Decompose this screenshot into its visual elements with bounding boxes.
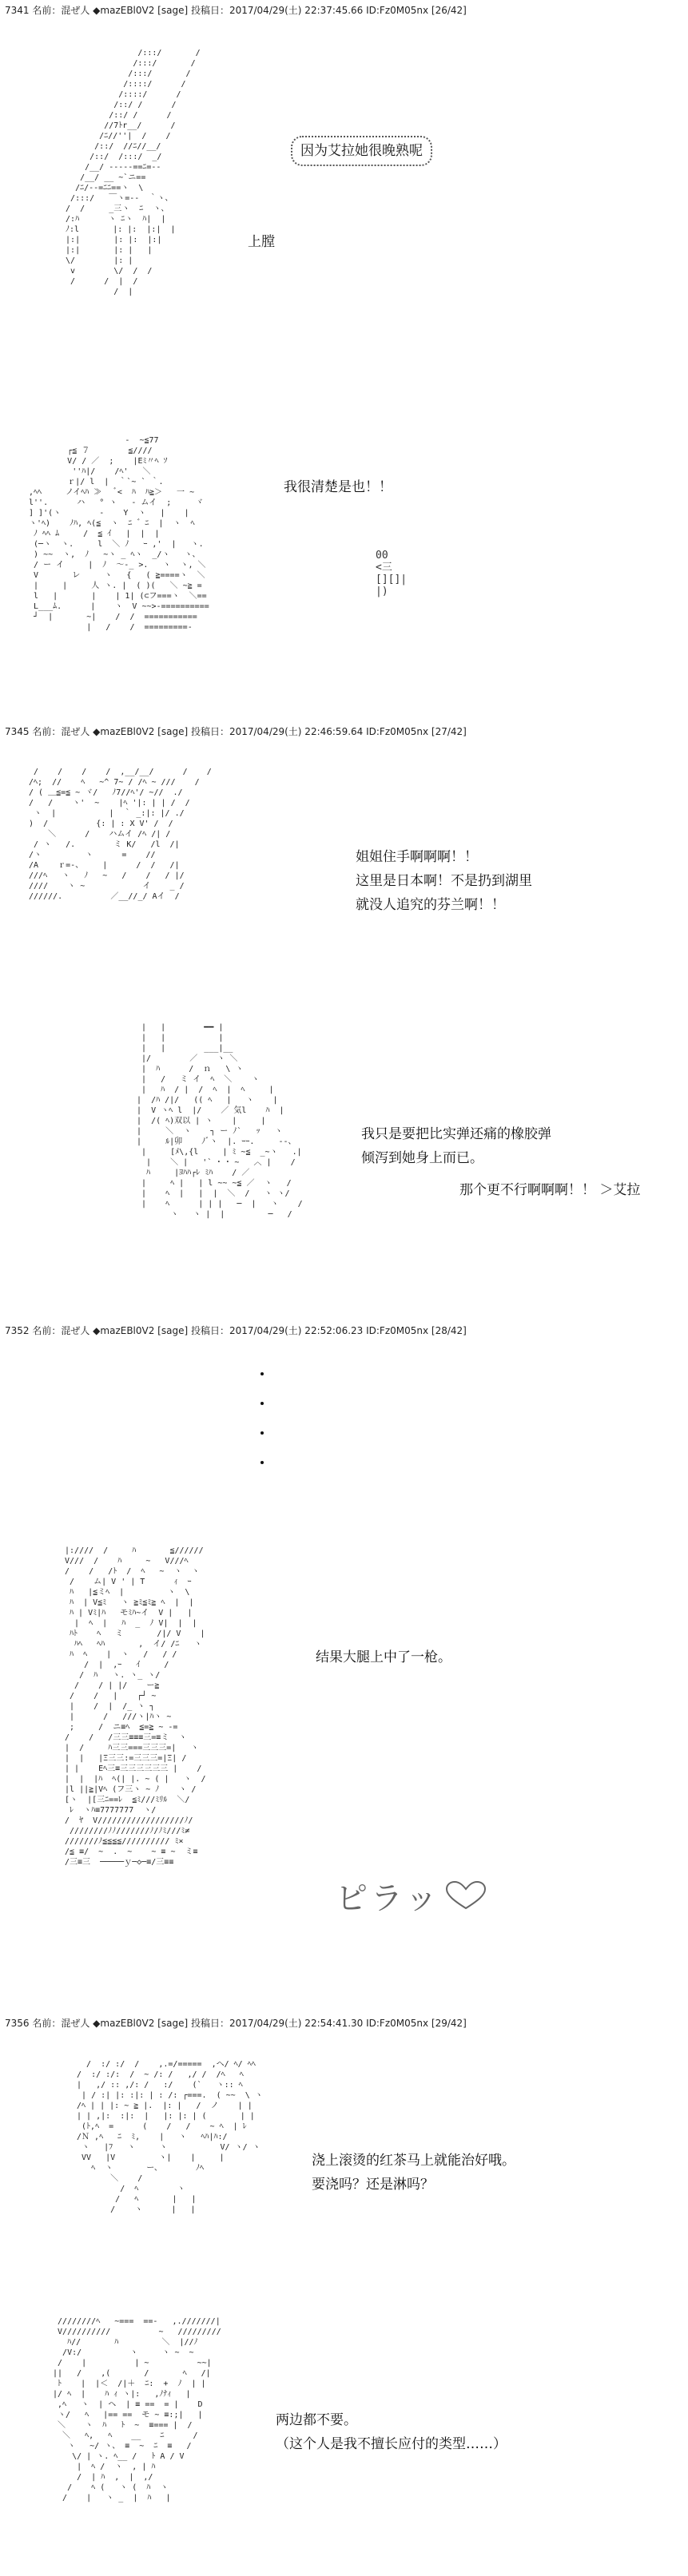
post-header: 7352 名前：混ぜ人 ◆mazEBl0V2 [sage] 投稿日：2017/04/29(土) 22:52:06.23 ID:Fz0M05nx [28/42] [5,1325,467,1336]
caption: 上膛 [248,234,275,250]
caption: 结果大腿上中了一枪。 [316,1649,451,1665]
caption: 那个更不行啊啊啊！！ ＞艾拉 [459,1182,641,1198]
post-header: 7345 名前：混ぜ人 ◆mazEBl0V2 [sage] 投稿日：2017/04/29(土) 22:46:59.64 ID:Fz0M05nx [27/42] [5,726,467,737]
ascii-art: / :/ :/ / ,.=/===== ,ヘ/ ﾍ/ ﾍﾍ / :/ :/: / ~ /: / ,/ / /ﾍ ﾍ | ,/ :: ,/: / :/ (` ヽ:: ﾍ | / :| |: :|: | : /: ┌===. ( ~~ \ ヽ /ﾍ | | |: ~ ≧ |. |: | / ノ | | | | ,|: :|: | |: |: | ( | | (ﾄ,ﾍ = ( / / ~ ﾍ | ﾚ /Ｎ ,ﾍ ﾆ ﾐ, | ヽ ﾍﾊ|ﾊ:/ ヽ |ﾌ ヽ ヽ V/ ヽ/ ヽ VV |V ヽ| | | ﾍ ヽ ー、 ﾉﾍ ＼ / / ﾍ ヽ / ﾍ | | / ヽ | | [77,2060,263,2214]
speech-bubble: 因为艾拉她很晚熟呢 [291,136,432,166]
ascii-art: | | ━━ | | | | | | ___|__ |/ ／ ヽ ＼ | ﾊ / ｎ \ ヽ | / ミ イ ﾍ ＼ ヽ | ﾊ / | / ﾍ | ﾍ | | /ﾊ /|/ (( ﾍ | ヽ | | V ヽﾍ l |/ ／ 気l ﾊ | | /( ﾍ)双以 | ヽ | | | ＼ ヽ ┐ ー ﾉ` ｯ ヽ | ﾙ|卯 ﾉﾞヽ |. ｰｰ. --、 | [ﾒ\,{l | ﾐ ~≦ _~ヽ .| | ＼ | '` ･ ･ ~ ︿ | / ﾊ |ﾖﾊﾊ┌ﾚ ﾐﾊ / ／ | ﾍ | | l ~~ ~≦ ／ ヽ / | ﾍ | | | ＼ / ヽ ヽ/ | ﾍ | | | ─ | ヽ / ヽ ヽ | | ─ / [137,1023,303,1219]
caption: 我很清楚是也！！ [284,479,392,495]
caption: 姐姐住手啊啊啊！！ 这里是日本啊！不是扔到湖里 就没人追究的芬兰啊！！ [356,849,532,913]
caption: 我只是要把比实弹还痛的橡胶弹 倾泻到她身上而已。 [361,1126,551,1166]
heart-icon [445,1881,487,1919]
caption: 浇上滚烫的红茶马上就能治好哦。 要浇吗？还是淋吗？ [312,2153,515,2193]
ellipsis-dots [260,1372,268,1490]
post-header: 7341 名前：混ぜ人 ◆mazEBl0V2 [sage] 投稿日：2017/04/29(土) 22:37:45.66 ID:Fz0M05nx [26/42] [5,5,467,16]
ascii-art: 00 <三 [][]| |) [376,550,408,597]
ascii-art: ////////ﾍ ~=== ==- ,.///////| V////////// ~ ///////// ﾊ// ﾊ ＼ |//ﾉ /V:/ ヽ ヽ ~ ~ / | | ~ ~~| || / ,( / ﾍ /| ﾄ | |＜ /|＋ ﾆ: + ﾉ | | |/ ﾍ | ﾊ ｨ ヽ|: ,ﾉﾅｨ | ,ﾍ ヽ | ヘ | ≡ == = | D ヽ/ ﾍ |== == モ ~ ≡:;| | ＼ ヽ ﾊ ﾄ ~ ≡=== | / ＼ ﾍ, ﾍ __ ﾆ / ヽ ~/ ヽ、 ≡ ~ ﾆ ≡ / \/ | ヽ. ﾍ__ / ﾄ A / V | ﾍ / ヽ , | ﾊ / | ﾊ , | ,/ / ﾍ ( ヽ ( ﾊ ヽ / | ヽ _ | ﾊ | [53,2317,221,2503]
sound-effect [336,1873,487,1919]
ascii-art: |://// / ﾊ ≦////// V/// / ﾊ ~ V///ﾍ / / /ﾄ / ﾍ ~ ヽ ヽ / ム| V ' | T ｨ ｰ ﾊ |≦ミﾍ | ヽ \ ﾊ | V≦ﾐ ヽ ≧ﾐ≦ﾐ≧ ﾍ | | ﾊ | Vﾐ|ﾊ モﾐﾊ~イ V | | | ﾍ | ﾊ _ ﾉ V| | | ﾊﾄ ﾍ ミ /|/ V | ﾊﾍ ﾍﾊ , イ/ /ﾆ ヽ ﾊ ﾍ | ヽ / / / / | ,ｰ ｲ / / ﾊ ヽ. ヽ_ ヽ/ / / | |/ ー≧ / / | ┌┘ ~ | / | /_ ヽ ┐ | / ///ヽ|ﾊヽ ~ ; / ニ≡ﾍ ≦=≧ ~ -= / / /三三≡≡≡三=≡ミ ヽ | / ﾊ三三===三三三=| ヽ | | |Ξ三三:=三三三=|Ξ| / | | Eﾍ三≡三三三三三三 | / | | |ﾊ ﾍ(| |. ~ ( | ヽ / |l ||≧|Vﾍ (フ三ヽ ~ ﾉ ヽ / [ヽ |[三ﾆ==ﾚ ≦ﾐ///ﾐﾘﾙ ＼/ ﾚ ヽﾊ≡7777777 ヽ/ / ﾔ V//////////////////ﾉ/ ////////ﾉﾉ///////ﾉ/ﾉﾐ///ﾐ≠ ///////ﾉ≦≦≦≦////////// ﾐ× /≦ ≡/ ~ . ~ ~ ≡ ~ ミ≡ /三≡三 ─────ｙ─◇─≡/三≡≡ [65,1546,206,1867]
post-header: 7356 名前：混ぜ人 ◆mazEBl0V2 [sage] 投稿日：2017/04/29(土) 22:54:41.30 ID:Fz0M05nx [29/42] [5,2018,467,2029]
ascii-art: - ~≦77 ┌≦ ７ ≦//// V/ / ／ ; |Eﾐ〃ﾍ ｿ ''ﾊ|/ /ﾍ' ＼ ｒ|/ l | ｀`~ ` ｀. ,ﾍﾍ ノイﾍﾊ ≫ ﾞ< ﾊ ﾊ≧＞ 一 ~ l''. ハ ° ヽ - ムイ ; ヾ ] ]'(ヽ - Y ヽ | | ヽ'ﾍ) ﾉﾊ, ﾍ(≦ ヽ ﾆ ゛ﾆ | ヽ ﾍ ﾉ ﾍﾍ ﾑ / ≦ ｲ | | | (─ヽ ヽ. l ＼ ﾉ ｰ ,' | ヽ. ) ~~ ヽ, ﾉ ~ヽ _ ﾍヽ _/ヽ ヽ、 / ー イ | ﾉ ～-_ >. ヽ ヽ, ＼ V レ ヽ { ( ≧====ヽ ＼ | | 人 ヽ. | ( )( ＼ ~≧ = l | | | 1| (⊂フ===ヽ ＼== L___ﾑ. | ヽ V ~~>-========== ┘ | ~| / / =========== | / / =========- [29,436,209,632]
sound-effect-text: ピラッ [336,1880,441,1917]
ascii-art: /:::/ / /:::/ / /:::/ / /::::/ / /::::/ / /::/ / / /::/ / / //7ﾄr__/ / /ﾆ//''| / / /::/ //ﾆ//__/ /::/ /:::/ _/ /__/ -----==ﾆ=-- /__/ __ ~`ニ== /ﾆ/--=ﾆﾆ==ヽ \ /:::/ ￣ヽ=-- ｀ヽ、 / / _三ヽ ﾆ ヽ、 /:ﾊ ヽ ﾆヽ ﾊ| | ﾉ:l |: |: |:| | |:| |: |: |:| |:| |: | | \/ |: | v \/ / / / / | / / | [66,49,201,296]
ascii-art: / / / / ,__/__/ / / /ﾍ; // ﾍ ~^ 7~ / /ﾍ ~ /// / / ( ＿≦=≦ ~ ヾ/ ﾉ7//ﾍ'/ ~// ./ / / ヽ' ~ |ﾍ '|: | | / / ヽ | | ｀ _:|: |/ ./ ) / {: | : X V' / / ＼ / ハムイ /ﾍ /| / / ヽ /. ミ K/ /l /| /ヽ ヽ = // /A ｒ=-、 | / / /| ///ﾍ ヽ ﾉ ~ / / / |/ //// ヽ ~ イ _ / //////. ／__//_/ Aイ / [29,768,212,901]
caption: 两边都不要。 （这个人是我不擅长应付的类型……） [276,2412,507,2452]
